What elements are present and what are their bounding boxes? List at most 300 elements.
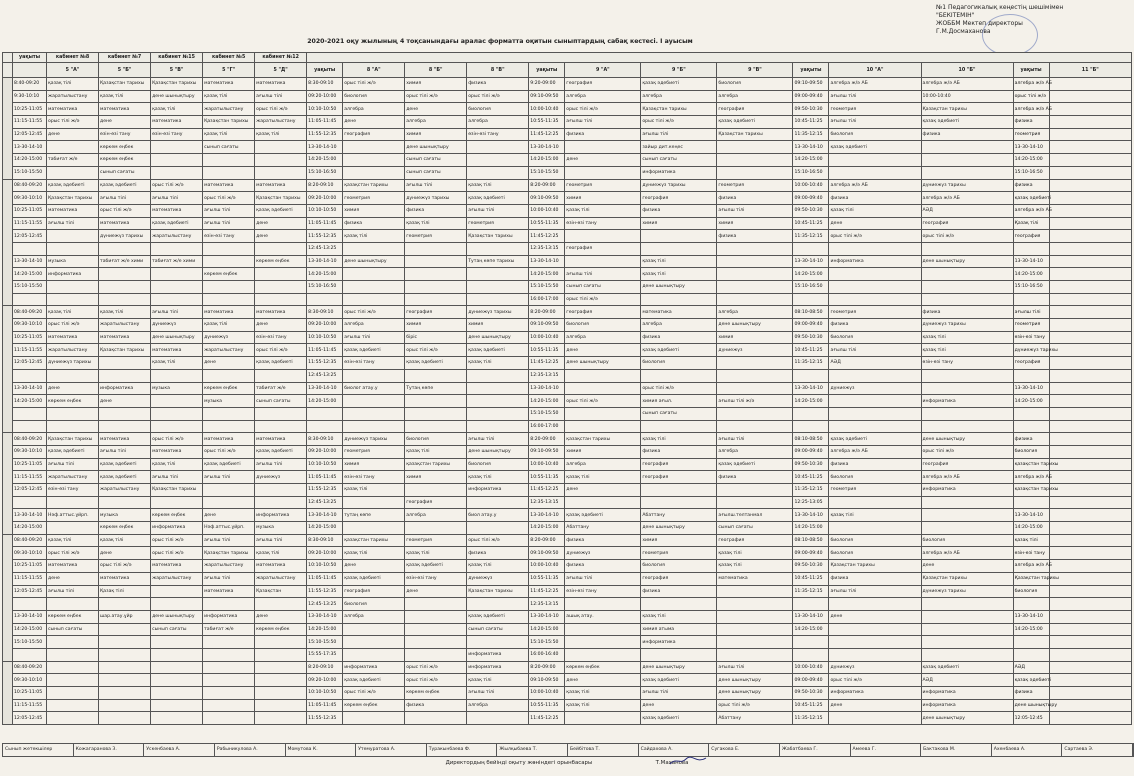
lesson-cell: орыс тілі ж/ә [565, 395, 641, 408]
time-cell: 10:10-10:50 [307, 458, 343, 471]
lesson-cell [467, 407, 529, 420]
lesson-cell: орыс тілі ж/ә [255, 103, 307, 116]
time-cell: 14:20-15:00 [307, 268, 343, 281]
time-cell [13, 407, 47, 420]
lesson-cell: қазақ әдебиеті [405, 357, 467, 370]
lesson-cell: өзін-өзі тану [151, 128, 203, 141]
lesson-cell: қазақ әдебиеті [565, 509, 641, 522]
time-cell: 11:45-12:25 [529, 357, 565, 370]
lesson-cell [829, 281, 921, 294]
lesson-cell: сынып сағаты [151, 623, 203, 636]
lesson-cell [405, 598, 467, 611]
lesson-cell: алгебра [405, 509, 467, 522]
lesson-cell [1049, 674, 1131, 687]
table-row [3, 674, 1132, 687]
lesson-cell: дене шынықтыру [565, 357, 641, 370]
lesson-cell: орыс тілі ж/ә [467, 534, 529, 547]
lesson-cell: информатика [921, 687, 1013, 700]
class-header: 9 "А" [565, 63, 641, 78]
time-cell [1013, 369, 1049, 382]
lesson-cell [47, 242, 99, 255]
lesson-cell: дене шынықтыру [467, 445, 529, 458]
lesson-cell: Қазақстан тарихы [203, 116, 255, 129]
lesson-cell: біріс [405, 331, 467, 344]
lesson-cell [255, 369, 307, 382]
lesson-cell [343, 242, 405, 255]
lesson-cell [921, 242, 1013, 255]
lesson-cell: ағылш тілі [467, 433, 529, 446]
lesson-cell [47, 420, 99, 433]
lesson-cell: қазақ тілі [565, 687, 641, 700]
lesson-cell [717, 281, 793, 294]
lesson-cell: дене [47, 572, 99, 585]
time-cell: 10:00-10:40 [529, 687, 565, 700]
day-col-header [3, 53, 13, 63]
lesson-cell: биология [467, 103, 529, 116]
lesson-cell: орыс тілі ж/ә [343, 78, 405, 91]
lesson-cell: математика [255, 78, 307, 91]
lesson-cell [1049, 585, 1131, 598]
lesson-cell [467, 420, 529, 433]
lesson-cell: Нәф.аттыс.ұйрп. [47, 509, 99, 522]
lesson-cell: қазақ әдебиеті [717, 458, 793, 471]
lesson-cell: математика [151, 116, 203, 129]
time-cell [793, 293, 829, 306]
table-row [3, 572, 1132, 585]
lesson-cell [1049, 154, 1131, 167]
lesson-cell: биология [829, 331, 921, 344]
lesson-cell [467, 281, 529, 294]
lesson-cell: өзін-өзі тану [565, 585, 641, 598]
lesson-cell: орыс тілі ж/ә [47, 547, 99, 560]
lesson-cell: музыка [151, 382, 203, 395]
lesson-cell: жаратылыстану [203, 560, 255, 573]
class-header: 10 "Б" [921, 63, 1013, 78]
table-row [3, 255, 1132, 268]
lesson-cell [343, 166, 405, 179]
lesson-cell [343, 141, 405, 154]
time-cell: 13-30-14-10 [793, 382, 829, 395]
lesson-cell [255, 712, 307, 725]
lesson-cell: дене шынықтыру [343, 255, 405, 268]
lesson-cell: математика [255, 179, 307, 192]
lesson-cell: дүниежүз [255, 471, 307, 484]
lesson-cell [405, 636, 467, 649]
lesson-cell: қазақ әдебиеті [203, 458, 255, 471]
lesson-cell: музыка [47, 255, 99, 268]
lesson-cell: алгебра [565, 90, 641, 103]
teacher-name: Ахенбаева А. [992, 744, 1063, 756]
lesson-cell: қазақ әдебиеті [641, 344, 717, 357]
time-cell: 10:10-10:50 [307, 560, 343, 573]
lesson-cell [99, 242, 151, 255]
lesson-cell: Қазақ тілі [99, 585, 151, 598]
lesson-cell: қазақ әдебиеті [467, 344, 529, 357]
time-cell: алгебра ж/ә АБ [1013, 471, 1049, 484]
lesson-cell: дене шынықтыру [717, 674, 793, 687]
approval-line-2: "БЕКІТЕМІН" [936, 12, 975, 19]
lesson-cell [1049, 712, 1131, 725]
lesson-cell: геометрия [565, 179, 641, 192]
lesson-cell [203, 154, 255, 167]
lesson-cell: химия [405, 319, 467, 332]
time-cell: 10:55-11:35 [529, 217, 565, 230]
lesson-cell: 10:00-10:40 [921, 90, 1013, 103]
lesson-cell: география [641, 192, 717, 205]
table-row [3, 433, 1132, 446]
lesson-cell [203, 636, 255, 649]
table-row [3, 319, 1132, 332]
lesson-cell: орыс тілі ж/ә [405, 344, 467, 357]
lesson-cell [47, 230, 99, 243]
class-header: 8 "В" [467, 63, 529, 78]
lesson-cell: химия [717, 217, 793, 230]
lesson-cell: сынып сағаты [47, 623, 99, 636]
time-cell: 12:05-12:45 [1013, 712, 1049, 725]
lesson-cell: жаратылыстану [203, 344, 255, 357]
time-cell: 15:10-16:50 [793, 166, 829, 179]
lesson-cell [921, 636, 1013, 649]
lesson-cell: ағылш тілі [641, 128, 717, 141]
lesson-cell: математика [151, 560, 203, 573]
lesson-cell: қазақ тілі [405, 217, 467, 230]
lesson-cell: физика [829, 319, 921, 332]
lesson-cell: Қазақстан тарихы [151, 78, 203, 91]
lesson-cell [255, 699, 307, 712]
time-cell: дене шынықтыру [1013, 699, 1049, 712]
lesson-cell: қазақ әдебиеті [405, 560, 467, 573]
time-cell: 11:55-12:35 [307, 128, 343, 141]
table-row [3, 154, 1132, 167]
time-cell: 13-30-14-10 [1013, 382, 1049, 395]
lesson-cell: химия [565, 192, 641, 205]
lesson-cell [467, 395, 529, 408]
lesson-cell [47, 293, 99, 306]
lesson-cell: табиғат ж/е [203, 623, 255, 636]
lesson-cell [829, 407, 921, 420]
lesson-cell [343, 281, 405, 294]
lesson-cell: ағылш тілі [405, 179, 467, 192]
time-cell: 10:25-11:05 [13, 204, 47, 217]
lesson-cell: математика [99, 217, 151, 230]
table-row [3, 78, 1132, 91]
lesson-cell [47, 369, 99, 382]
lesson-cell: орыс тілі ж/ә [467, 90, 529, 103]
time-col-header: уақыты [307, 63, 343, 78]
document-title: 2020-2021 оқу жылының 4 тоқсанындағы аралас форматта оқитын сыныптардың сабақ кестесі. I ауысым [307, 38, 693, 45]
lesson-cell [203, 496, 255, 509]
lesson-cell: жаратылыстану [151, 572, 203, 585]
time-cell: 13-30-14-10 [13, 382, 47, 395]
lesson-cell: дене [255, 610, 307, 623]
lesson-cell [47, 699, 99, 712]
time-cell: 10:55-11:35 [529, 344, 565, 357]
lesson-cell [641, 496, 717, 509]
lesson-cell: Қазақстан тарихы [47, 433, 99, 446]
table-row [3, 407, 1132, 420]
lesson-cell: физика [343, 217, 405, 230]
time-cell: 13-30-14-10 [13, 141, 47, 154]
time-cell [13, 293, 47, 306]
lesson-cell: қазақ тілі [467, 674, 529, 687]
table-row [3, 661, 1132, 674]
lesson-cell [99, 281, 151, 294]
time-cell: 16:00-17:00 [529, 420, 565, 433]
time-cell: 10:00-10:40 [793, 661, 829, 674]
lesson-cell: ағылш тілі [829, 116, 921, 129]
lesson-cell: дүниежүз [151, 319, 203, 332]
lesson-cell [203, 699, 255, 712]
lesson-cell: дүниежүз тарихы [921, 179, 1013, 192]
lesson-cell [47, 598, 99, 611]
lesson-cell: биол атау.у [467, 509, 529, 522]
lesson-cell [343, 648, 405, 661]
lesson-cell: география [343, 128, 405, 141]
lesson-cell [717, 648, 793, 661]
time-cell: 10:25-11:05 [13, 560, 47, 573]
lesson-cell: биология [405, 433, 467, 446]
time-cell: 10:00-10:40 [529, 204, 565, 217]
lesson-cell: қазақ тілі [565, 204, 641, 217]
lesson-cell [717, 420, 793, 433]
lesson-cell: өзін-өзі тану [99, 128, 151, 141]
table-row [3, 547, 1132, 560]
lesson-cell: химия [717, 331, 793, 344]
lesson-cell [203, 293, 255, 306]
lesson-cell [203, 420, 255, 433]
lesson-cell [343, 268, 405, 281]
lesson-cell: физика [829, 572, 921, 585]
lesson-cell: дене [829, 217, 921, 230]
time-cell [13, 598, 47, 611]
lesson-cell: алгебра [717, 90, 793, 103]
lesson-cell [1049, 496, 1131, 509]
lesson-cell: орыс тілі ж/ә [565, 293, 641, 306]
lesson-cell [829, 268, 921, 281]
table-row [3, 699, 1132, 712]
time-cell: 8:30-09:10 [307, 306, 343, 319]
lesson-cell: дене [565, 484, 641, 497]
time-cell: алгебра ж/ә АБ [1013, 560, 1049, 573]
lesson-cell [1049, 357, 1131, 370]
lesson-cell: дене шынықтыру [717, 687, 793, 700]
lesson-cell: ағылш тілі [641, 687, 717, 700]
lesson-cell: көркем еңбек [203, 268, 255, 281]
lesson-cell: қазақ әдебиеті [829, 141, 921, 154]
lesson-cell [829, 369, 921, 382]
lesson-cell: химия [467, 319, 529, 332]
lesson-cell [1049, 166, 1131, 179]
time-cell: 13-30-14-10 [13, 610, 47, 623]
time-cell: 13-30-14-10 [307, 382, 343, 395]
lesson-cell [47, 407, 99, 420]
lesson-cell: қазақ тілі [255, 547, 307, 560]
time-cell: 09:00-09:40 [793, 445, 829, 458]
lesson-cell: дене шынықтыру [151, 90, 203, 103]
lesson-cell [99, 357, 151, 370]
lesson-cell [203, 687, 255, 700]
lesson-cell: дене [99, 395, 151, 408]
lesson-cell: информатика [467, 484, 529, 497]
lesson-cell: математика [255, 560, 307, 573]
lesson-cell: дүниежүз тарихы [641, 179, 717, 192]
lesson-cell: Қазақстан тарихы [151, 484, 203, 497]
lesson-cell: биология [829, 547, 921, 560]
lesson-cell: қазақ тілі [565, 699, 641, 712]
lesson-cell: АӘД [921, 204, 1013, 217]
lesson-cell [717, 496, 793, 509]
lesson-cell [921, 141, 1013, 154]
lesson-cell: қазақ тілі [829, 509, 921, 522]
table-row [3, 128, 1132, 141]
lesson-cell: ағылш тілі [717, 433, 793, 446]
lesson-cell: математика [47, 103, 99, 116]
lesson-cell [921, 281, 1013, 294]
lesson-cell [1049, 242, 1131, 255]
lesson-cell: қазақ тілі [203, 319, 255, 332]
lesson-cell: өзін-өзі тану [343, 357, 405, 370]
lesson-cell [255, 166, 307, 179]
time-cell: 09:50-10:30 [793, 331, 829, 344]
time-cell: 15:10-15:50 [13, 281, 47, 294]
lesson-cell: физика [717, 471, 793, 484]
lesson-cell: қазақ әдебиеті [47, 179, 99, 192]
lesson-cell [99, 687, 151, 700]
lesson-cell: химия атыма [641, 623, 717, 636]
lesson-cell [405, 395, 467, 408]
time-cell: 12:05-12:45 [13, 712, 47, 725]
lesson-cell [343, 420, 405, 433]
lesson-cell [47, 687, 99, 700]
lesson-cell: қазақ әдебиеті [343, 572, 405, 585]
time-cell: 10:10-10:50 [307, 331, 343, 344]
lesson-cell [1049, 445, 1131, 458]
table-row [3, 648, 1132, 661]
lesson-cell: ағылш тілі [151, 192, 203, 205]
lesson-cell [151, 268, 203, 281]
lesson-cell: сынып сағаты [717, 522, 793, 535]
time-cell: география [1013, 357, 1049, 370]
lesson-cell [565, 230, 641, 243]
lesson-cell: математика [151, 445, 203, 458]
lesson-cell: қазақ тілі [921, 331, 1013, 344]
table-row [3, 522, 1132, 535]
time-cell: 10:55-11:35 [529, 572, 565, 585]
lesson-cell [1049, 687, 1131, 700]
time-cell: 14:20-15:00 [529, 268, 565, 281]
lesson-cell: география [405, 306, 467, 319]
time-cell [793, 648, 829, 661]
lesson-cell: математика [99, 433, 151, 446]
time-cell [307, 293, 343, 306]
time-cell: физика [1013, 116, 1049, 129]
time-cell: 09:30-10:10 [13, 192, 47, 205]
lesson-cell: биология [641, 560, 717, 573]
lesson-cell [255, 661, 307, 674]
lesson-cell [1049, 420, 1131, 433]
lesson-cell: қазақстан тарихы [343, 179, 405, 192]
lesson-cell: дүниежүз [203, 331, 255, 344]
lesson-cell: ағылш тілі [829, 585, 921, 598]
lesson-cell [921, 293, 1013, 306]
table-row [3, 636, 1132, 649]
lesson-cell: қазақ тілі [717, 547, 793, 560]
lesson-cell: қазақ тілі [405, 547, 467, 560]
lesson-cell: алгебра [467, 699, 529, 712]
time-cell: 12:45-13:25 [307, 369, 343, 382]
lesson-cell [641, 648, 717, 661]
time-cell: 12:05-12:45 [13, 357, 47, 370]
lesson-cell [1049, 382, 1131, 395]
time-cell: 11:45-12:25 [529, 484, 565, 497]
lesson-cell [203, 255, 255, 268]
lesson-cell: жаратылыстану [255, 116, 307, 129]
lesson-cell [565, 598, 641, 611]
table-row [3, 534, 1132, 547]
time-cell: 11:05-11:45 [307, 699, 343, 712]
lesson-cell [829, 623, 921, 636]
lesson-cell [467, 382, 529, 395]
lesson-cell: география [343, 585, 405, 598]
lesson-cell [151, 141, 203, 154]
time-cell: 12:05-12:45 [13, 128, 47, 141]
time-cell: 14:20-15:00 [1013, 268, 1049, 281]
lesson-cell [921, 623, 1013, 636]
lesson-cell: физика [565, 534, 641, 547]
lesson-cell [151, 281, 203, 294]
lesson-cell: алгебра ж/ә АБ [829, 179, 921, 192]
teacher-name: Туракынбаева Ф. [427, 744, 498, 756]
lesson-cell [829, 242, 921, 255]
lesson-cell: қазақ тілі [255, 128, 307, 141]
lesson-cell: қазақ әдебиеті [921, 116, 1013, 129]
lesson-cell [1049, 648, 1131, 661]
lesson-cell: дене [99, 547, 151, 560]
time-cell: орыс тілі ж/ә [1013, 90, 1049, 103]
lesson-cell [641, 598, 717, 611]
lesson-cell: көркем еңбек [405, 687, 467, 700]
lesson-cell: Қазақстан тарихы [717, 128, 793, 141]
time-cell: 8:30-09:10 [307, 433, 343, 446]
lesson-cell [829, 420, 921, 433]
lesson-cell: биология [829, 534, 921, 547]
lesson-cell [829, 293, 921, 306]
lesson-cell [343, 636, 405, 649]
lesson-cell [717, 636, 793, 649]
lesson-cell: ағылш тілі [565, 572, 641, 585]
lesson-cell [641, 369, 717, 382]
lesson-cell: дене [405, 103, 467, 116]
header-row-classes [3, 63, 1132, 78]
time-cell: 14:20-15:00 [1013, 154, 1049, 167]
lesson-cell: көркем еңбек [565, 661, 641, 674]
lesson-cell: география [717, 534, 793, 547]
lesson-cell [151, 585, 203, 598]
time-cell: 08:40-09:20 [13, 179, 47, 192]
time-cell: биология [1013, 445, 1049, 458]
lesson-cell: дене шынықтыру [921, 255, 1013, 268]
lesson-cell: дене [255, 217, 307, 230]
lesson-cell: көркем еңбек [47, 610, 99, 623]
lesson-cell [405, 712, 467, 725]
lesson-cell: информатика [641, 166, 717, 179]
time-cell: 09:20-10:00 [307, 192, 343, 205]
teacher-name: Сайдахова А. [639, 744, 710, 756]
time-cell: 14:20-15:00 [307, 522, 343, 535]
lesson-cell [343, 522, 405, 535]
time-cell: 11:35-12:15 [793, 128, 829, 141]
lesson-cell: тутаң көпе [343, 509, 405, 522]
